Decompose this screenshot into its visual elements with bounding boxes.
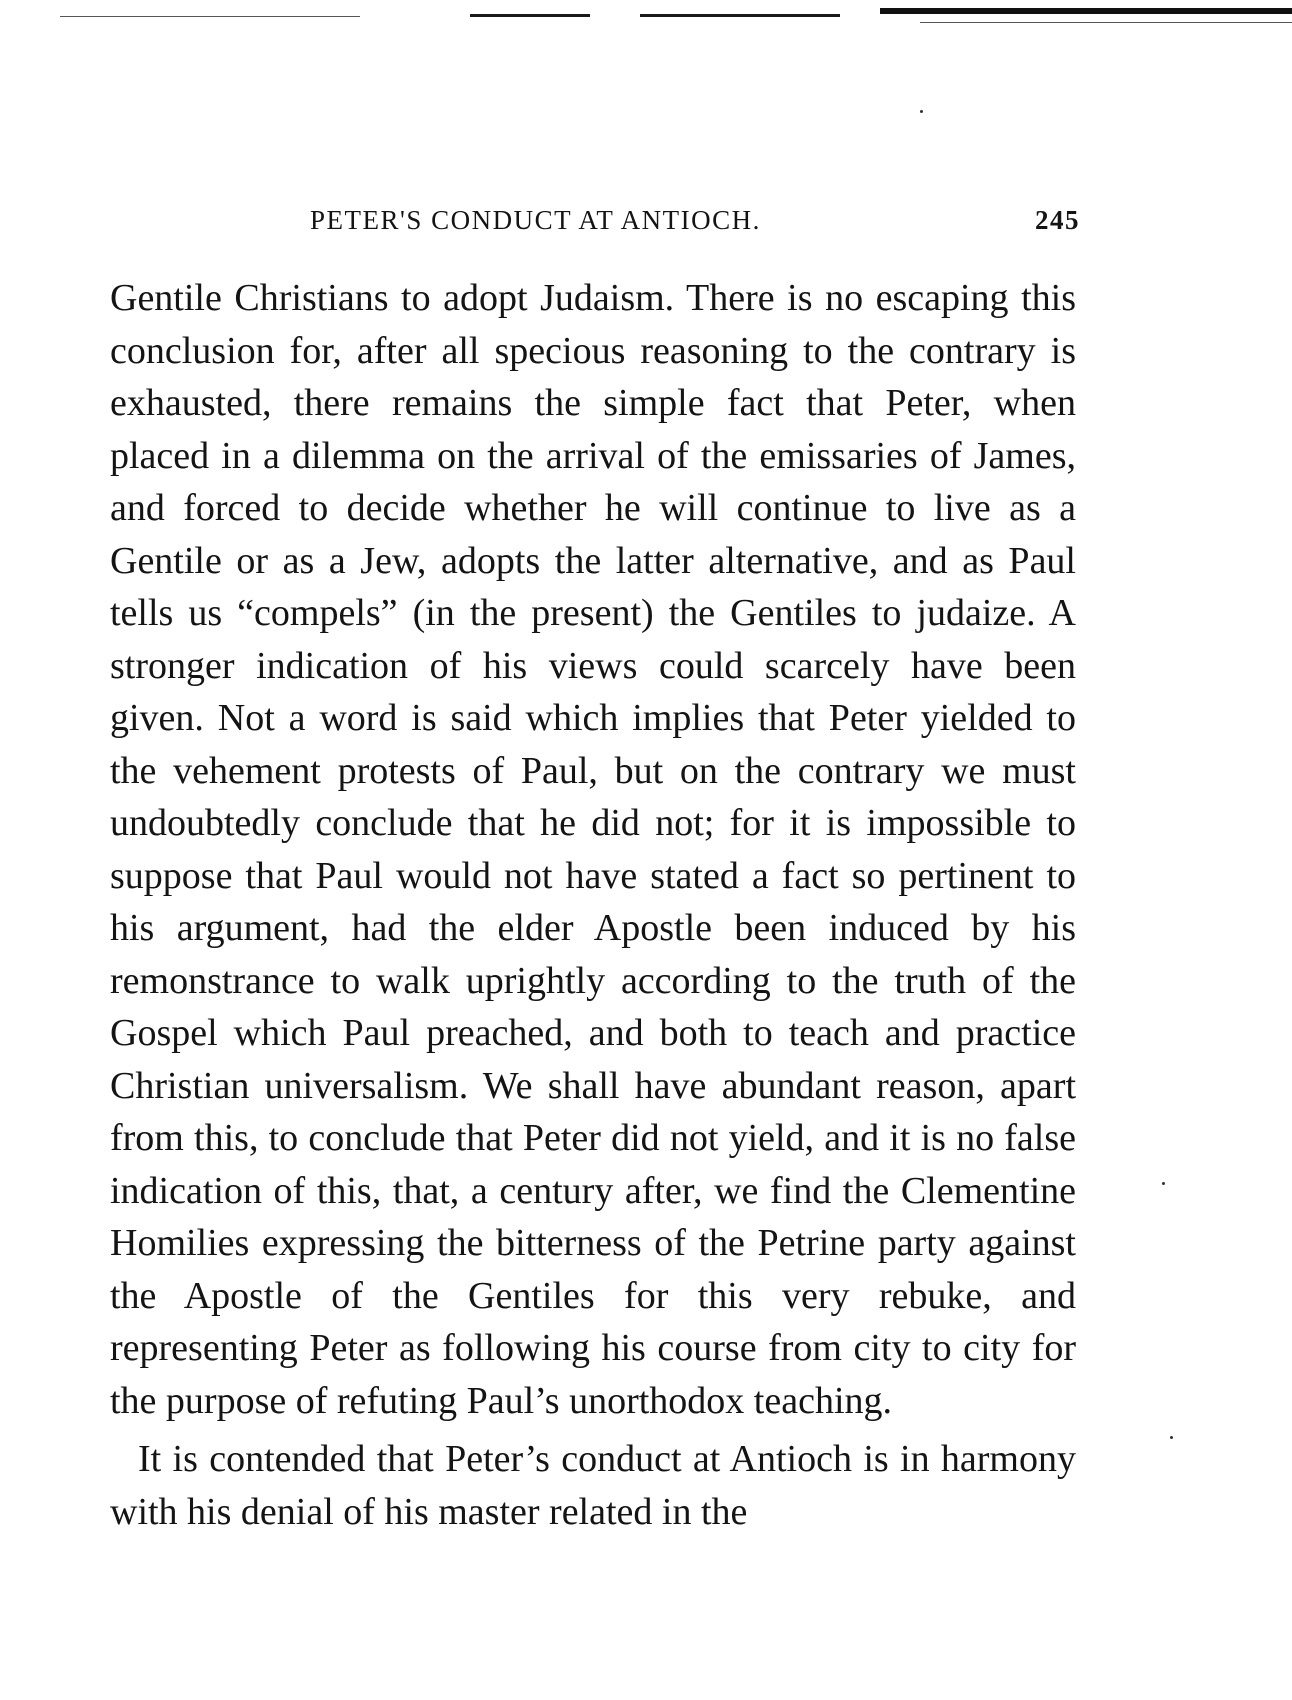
scan-rule-left [60, 16, 360, 17]
page-number: 245 [1035, 205, 1080, 235]
paragraph: Gentile Christians to adopt Judaism. There is no escaping this conclusion for, after all specious reasoning to the contrary is exhausted, there remains the simple fact that Peter, when placed in a dilemma on the arrival of the emissaries of James, and forced to decide whether he will continue to live as a Gentile or as a Jew, adopts the latter alternative, and as Paul tells us “compels” (in the present) the Gentiles to judaize. A stronger indication of his views could scarcely have been given. Not a word is said which implies that Peter yielded to the vehement protests of Paul, but on the contrary we must undoubtedly conclude that he did not; for it is impossible to suppose that Paul would not have stated a fact so pertinent to his argument, had the elder Apostle been induced by his remonstrance to walk uprightly according to the truth of the Gospel which Paul preached, and both to teach and practice Christian universalism. We shall have abundant reason, apart from this, to conclude that Peter did not yield, and it is no false indication of this, that, a century after, we find the Clementine Homilies expressing the bitterness of the Petrine party against the Apostle of the Gentiles for this very rebuke, and representing Peter as following his course from city to city for the purpose of refuting Paul’s unorthodox teaching. [110, 277, 1076, 1422]
running-title: PETER'S CONDUCT AT ANTIOCH. [310, 205, 761, 235]
stray-speck [920, 110, 923, 113]
scan-rule-right-2 [920, 22, 1292, 23]
stray-speck [1162, 1182, 1165, 1185]
scan-rule-middle-2 [640, 14, 840, 17]
paragraph: It is contended that Peter’s conduct at Antioch is in harmony with his denial of his master related in the [110, 1438, 1076, 1533]
body-text [110, 272, 1076, 1538]
scan-rule-middle [470, 14, 590, 17]
stray-speck [1170, 1436, 1173, 1439]
scan-rule-right [880, 8, 1292, 14]
